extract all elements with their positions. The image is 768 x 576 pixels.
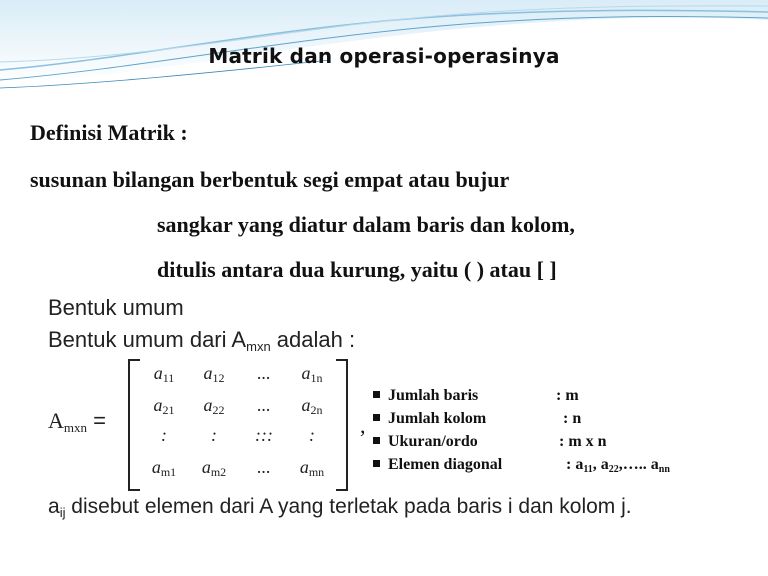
matrix-cell-base: a bbox=[153, 363, 163, 383]
matrix-properties bbox=[373, 387, 670, 479]
figure-line-1: Bentuk umum bbox=[48, 295, 184, 320]
definition-line-2: sangkar yang diatur dalam baris dan kolom, bbox=[157, 212, 575, 237]
property-order bbox=[373, 433, 607, 456]
diag-a1: : a bbox=[566, 456, 584, 473]
matrix-cell-base: ... bbox=[257, 363, 271, 383]
matrix-cell-sub: 12 bbox=[212, 371, 225, 385]
definition-line-1: susunan bilangan berbentuk segi empat atau bujur bbox=[30, 167, 510, 192]
matrix-cell-base: a bbox=[201, 457, 211, 477]
lhs-sub: mxn bbox=[63, 420, 88, 435]
definition-line-3: ditulis antara dua kurung, yaitu ( ) atau [ ] bbox=[157, 257, 557, 282]
matrix-cell-base: a bbox=[203, 363, 213, 383]
footer-sub: ij bbox=[59, 505, 66, 520]
matrix-cell bbox=[190, 425, 238, 446]
matrix-cell-base: : bbox=[309, 425, 315, 445]
matrix-cell-base: a bbox=[299, 457, 309, 477]
bullet-icon bbox=[373, 391, 380, 398]
diag-a2: , a bbox=[592, 456, 609, 473]
figure-line-2-prefix: Bentuk umum dari A bbox=[48, 327, 247, 352]
property-label: Jumlah baris bbox=[388, 387, 479, 404]
matrix-cell bbox=[288, 457, 336, 478]
lhs-base: A bbox=[48, 408, 64, 433]
matrix-cell-sub: mn bbox=[308, 465, 325, 479]
matrix-cell-base: a bbox=[301, 395, 311, 415]
matrix-cell bbox=[240, 425, 288, 446]
matrix-cell-sub: 22 bbox=[212, 403, 225, 417]
matrix-cell-base: a bbox=[301, 363, 311, 383]
diag-sub-2: 22 bbox=[608, 464, 619, 475]
matrix-cell bbox=[140, 363, 188, 384]
left-bracket bbox=[128, 359, 140, 491]
bullet-icon bbox=[373, 460, 380, 467]
property-cols bbox=[373, 410, 582, 433]
lhs-equals: = bbox=[87, 408, 106, 433]
figure-line-2-sub: mxn bbox=[246, 339, 271, 354]
matrix-cell-base: : bbox=[211, 425, 217, 445]
matrix-cell-sub: 11 bbox=[162, 371, 175, 385]
property-rows bbox=[373, 387, 579, 410]
matrix-cell-base: : bbox=[161, 425, 167, 445]
matrix-cell bbox=[140, 395, 188, 416]
property-label: Elemen diagonal bbox=[388, 456, 503, 473]
matrix-cell-base: a bbox=[203, 395, 213, 415]
matrix-cell-base: ::: bbox=[255, 425, 273, 445]
figure-line-2-suffix: adalah : bbox=[270, 327, 356, 352]
page-title: Matrik dan operasi-operasinya bbox=[208, 44, 560, 68]
matrix-cell bbox=[240, 363, 288, 384]
property-value: : m x n bbox=[559, 433, 607, 450]
matrix-lhs bbox=[48, 408, 106, 434]
matrix-cell bbox=[140, 425, 188, 446]
property-label: Jumlah kolom bbox=[388, 410, 487, 427]
matrix-cell-sub: 1n bbox=[310, 371, 323, 385]
matrix-cell bbox=[240, 457, 288, 478]
matrix-cell bbox=[288, 425, 336, 446]
matrix-cell bbox=[190, 457, 238, 478]
matrix-cell bbox=[190, 395, 238, 416]
property-diagonal bbox=[373, 456, 670, 479]
footer-rest: disebut elemen dari A yang terletak pada baris i dan kolom j. bbox=[65, 495, 632, 518]
figure-line-2 bbox=[48, 327, 355, 353]
matrix-cell bbox=[240, 395, 288, 416]
matrix-cell-base: a bbox=[151, 457, 161, 477]
matrix-cell-base: ... bbox=[257, 395, 271, 415]
matrix-cell-sub: 2n bbox=[310, 403, 323, 417]
diag-an: ,….. a bbox=[618, 456, 659, 473]
footer-base: a bbox=[48, 495, 60, 518]
matrix-comma: , bbox=[360, 413, 366, 438]
bullet-icon bbox=[373, 437, 380, 444]
matrix-cell bbox=[140, 457, 188, 478]
matrix-cell-sub: 21 bbox=[162, 403, 175, 417]
matrix-cell bbox=[288, 395, 336, 416]
property-value: : n bbox=[563, 410, 582, 427]
property-value bbox=[566, 456, 670, 474]
matrix-figure bbox=[18, 295, 740, 540]
matrix-cell bbox=[190, 363, 238, 384]
matrix-cell-sub: m2 bbox=[210, 465, 227, 479]
matrix-cell bbox=[288, 363, 336, 384]
bullet-icon bbox=[373, 414, 380, 421]
property-label: Ukuran/ordo bbox=[388, 433, 478, 450]
matrix-cell-sub: m1 bbox=[160, 465, 177, 479]
matrix-cell-base: ... bbox=[257, 457, 271, 477]
matrix bbox=[128, 359, 348, 489]
definition-heading: Definisi Matrik : bbox=[30, 120, 188, 145]
diag-sub-1: 11 bbox=[583, 464, 593, 475]
matrix-cell-base: a bbox=[153, 395, 163, 415]
property-value: : m bbox=[556, 387, 579, 404]
right-bracket bbox=[336, 359, 348, 491]
diag-sub-3: nn bbox=[658, 464, 670, 475]
figure-footer bbox=[48, 495, 632, 519]
